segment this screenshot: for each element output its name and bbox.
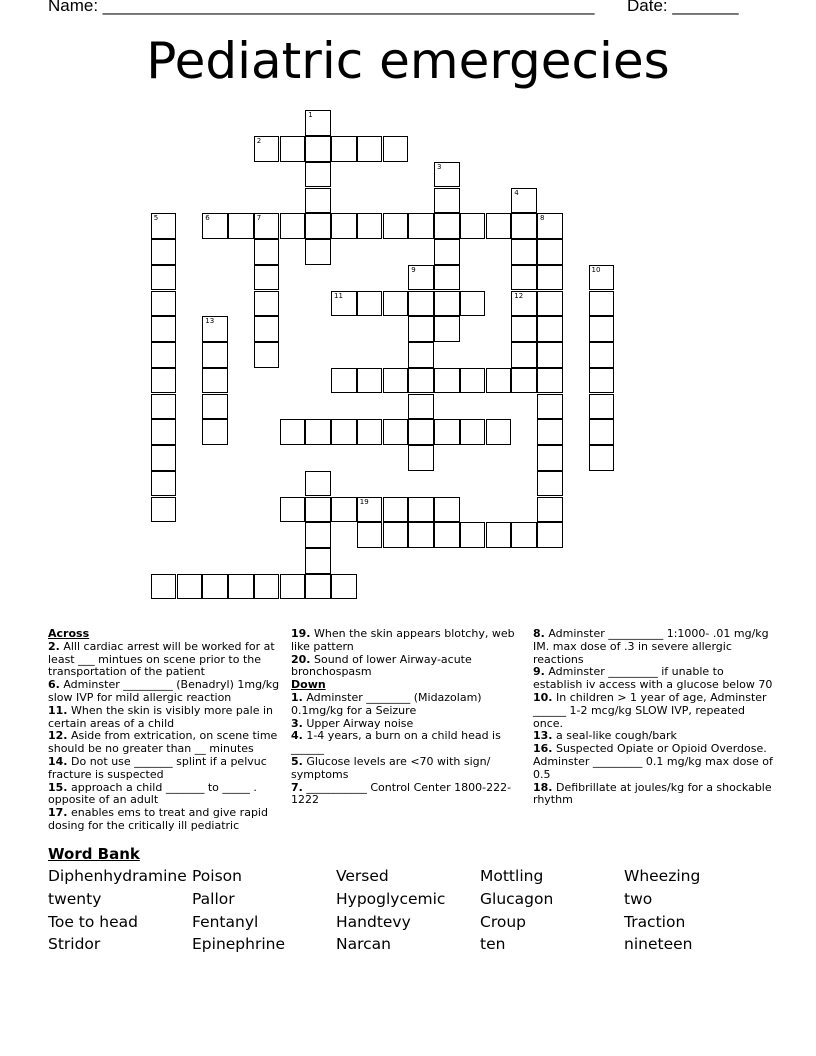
grid-cell[interactable]	[357, 291, 383, 317]
clue-number-label: 16.	[533, 742, 553, 756]
grid-cell[interactable]	[305, 162, 331, 188]
clue-text: Glucose levels are <70 with sign/ symptoms	[291, 754, 491, 781]
grid-cell[interactable]	[305, 110, 331, 136]
grid-cell[interactable]	[460, 368, 486, 394]
clue-number-label: 3.	[291, 716, 303, 730]
grid-cell[interactable]	[434, 368, 460, 394]
clue-number-label: 13.	[533, 729, 553, 743]
grid-cell[interactable]	[383, 368, 409, 394]
clue	[533, 782, 773, 808]
grid-cell[interactable]	[305, 188, 331, 214]
grid-cell[interactable]	[280, 136, 306, 162]
grid-cell[interactable]	[202, 368, 228, 394]
clue-text: 1-4 years, a burn on a child head is ______	[291, 729, 501, 756]
grid-cell[interactable]	[460, 291, 486, 317]
grid-cell[interactable]	[408, 316, 434, 342]
clue-number: 7	[256, 214, 262, 223]
clue	[48, 730, 284, 756]
grid-cell[interactable]	[537, 497, 563, 523]
grid-cell[interactable]	[151, 213, 177, 239]
grid-cell[interactable]	[254, 316, 280, 342]
clue	[291, 782, 527, 808]
clue-number-label: 17.	[48, 806, 68, 820]
grid-cell[interactable]	[202, 394, 228, 420]
grid-cell[interactable]	[408, 213, 434, 239]
grid-cell[interactable]	[151, 291, 177, 317]
grid-cell[interactable]	[254, 574, 280, 600]
clue-number-label: 15.	[48, 780, 68, 794]
grid-cell[interactable]	[511, 368, 537, 394]
clue-number: 6	[205, 214, 210, 223]
grid-cell[interactable]	[486, 368, 512, 394]
grid-cell[interactable]	[537, 368, 563, 394]
grid-cell[interactable]	[434, 419, 460, 445]
clue	[291, 730, 527, 756]
clue-number-label: 12.	[48, 729, 68, 743]
grid-cell[interactable]	[357, 368, 383, 394]
grid-cell[interactable]	[511, 522, 537, 548]
word-bank-word: ten	[480, 935, 506, 954]
word-bank-word: Traction	[624, 912, 686, 931]
clue-number-label: 20.	[291, 652, 311, 666]
grid-cell[interactable]	[331, 291, 357, 317]
clue-heading: Across	[48, 627, 90, 640]
grid-cell[interactable]	[305, 213, 331, 239]
word-bank-word: Wheezing	[624, 867, 701, 885]
clue-number: 3	[437, 162, 442, 171]
grid-cell[interactable]	[151, 368, 177, 394]
grid-cell[interactable]	[434, 213, 460, 239]
grid-cell[interactable]	[202, 342, 228, 368]
clue-number-label: 14.	[48, 754, 68, 768]
grid-cell[interactable]	[408, 394, 434, 420]
grid-cell[interactable]	[331, 419, 357, 445]
clue-number: 19	[359, 497, 369, 506]
grid-cell[interactable]	[357, 419, 383, 445]
grid-cell[interactable]	[151, 265, 177, 291]
clue-text: approach a child _______ to _____ . opposite of an adult	[48, 780, 257, 807]
grid-cell[interactable]	[486, 522, 512, 548]
clue-number: 1	[308, 111, 313, 120]
clue-number: 13	[205, 317, 215, 326]
clue-number-label: 10.	[533, 690, 553, 704]
name-line: Name: ____________________________________________________	[48, 0, 595, 15]
grid-cell[interactable]	[151, 239, 177, 265]
clue-number: 9	[411, 265, 416, 274]
grid-cell[interactable]	[305, 574, 331, 600]
word-bank-word: Toe to head	[48, 912, 138, 931]
clue	[48, 705, 284, 731]
grid-cell[interactable]	[434, 162, 460, 188]
grid-cell[interactable]	[434, 522, 460, 548]
clue-number-label: 1.	[291, 690, 303, 704]
grid-cell[interactable]	[254, 213, 280, 239]
grid-cell[interactable]	[383, 136, 409, 162]
grid-cell[interactable]	[254, 342, 280, 368]
grid-cell[interactable]	[254, 136, 280, 162]
grid-cell[interactable]	[408, 265, 434, 291]
clue-number: 5	[153, 214, 159, 223]
clue-text: When the skin is visibly more pale in certain areas of a child	[48, 703, 273, 730]
grid-cell[interactable]	[305, 522, 331, 548]
clue-heading: Down	[291, 678, 326, 692]
clue	[291, 692, 527, 718]
grid-cell[interactable]	[151, 316, 177, 342]
clue	[48, 807, 284, 833]
clue-text: a seal-like cough/bark	[552, 729, 677, 743]
clue	[291, 654, 527, 680]
grid-cell[interactable]	[434, 188, 460, 214]
clue	[533, 692, 773, 730]
grid-cell[interactable]	[151, 419, 177, 445]
clue-number-label: 5.	[291, 754, 303, 768]
clue-text: Adminster __________ 1:1000- .01 mg/kg IM. max dose of .3 in severe allergic reactions	[533, 627, 769, 666]
word-bank-word: Diphenhydramine	[48, 867, 187, 885]
word-bank-word: twenty	[48, 889, 102, 908]
clue-number-label: 8.	[533, 627, 545, 640]
grid-cell[interactable]	[357, 522, 383, 548]
grid-cell[interactable]	[357, 497, 383, 523]
clue-number: 4	[514, 188, 519, 197]
grid-cell[interactable]	[537, 291, 563, 317]
grid-cell[interactable]	[408, 522, 434, 548]
grid-cell[interactable]	[434, 265, 460, 291]
word-bank-word: two	[624, 889, 653, 908]
grid-cell[interactable]	[151, 497, 177, 523]
word-bank-word: Narcan	[336, 935, 391, 954]
grid-cell[interactable]	[537, 522, 563, 548]
clue	[533, 628, 773, 666]
grid-cell[interactable]	[228, 574, 254, 600]
grid-cell[interactable]	[202, 574, 228, 600]
clue-text: ___________ Control Center 1800-222-1222	[291, 780, 512, 807]
word-bank-word: Handtevy	[336, 912, 411, 931]
grid-cell[interactable]	[331, 213, 357, 239]
word-bank-word: Croup	[480, 912, 527, 931]
grid-cell[interactable]	[202, 316, 228, 342]
clue	[533, 666, 773, 692]
grid-cell[interactable]	[589, 265, 615, 291]
clue-text: In children > 1 year of age, Adminster ______ 1-2 mcg/kg SLOW IVP, repeated once.	[533, 690, 767, 730]
grid-cell[interactable]	[434, 239, 460, 265]
grid-cell[interactable]	[408, 291, 434, 317]
grid-cell[interactable]	[589, 419, 615, 445]
grid-cell[interactable]	[408, 497, 434, 523]
grid-cell[interactable]	[537, 316, 563, 342]
grid-cell[interactable]	[460, 522, 486, 548]
grid-cell[interactable]	[305, 471, 331, 497]
grid-cell[interactable]	[408, 368, 434, 394]
grid-cell[interactable]	[537, 445, 563, 471]
grid-cell[interactable]	[383, 213, 409, 239]
clue-number: 2	[256, 137, 262, 145]
clue-column-1	[48, 628, 284, 833]
word-bank-word: Hypoglycemic	[336, 889, 446, 908]
clue	[48, 641, 284, 679]
clue-text: Adminster _________ (Benadryl) 1mg/kg slow IVP for mild allergic reaction	[48, 678, 280, 704]
clue-text: Aside from extrication, on scene time should be no greater than __ minutes	[48, 729, 278, 756]
word-bank-word: Stridor	[48, 935, 101, 954]
clue-text: Adminster ________ (Midazolam) 0.1mg/kg for a Seizure	[291, 690, 482, 717]
grid-cell[interactable]	[280, 213, 306, 239]
grid-cell[interactable]	[434, 316, 460, 342]
grid-cell[interactable]	[305, 419, 331, 445]
grid-cell[interactable]	[537, 213, 563, 239]
grid-cell[interactable]	[254, 265, 280, 291]
word-bank-word: Epinephrine	[192, 935, 285, 954]
word-bank-word: nineteen	[624, 935, 693, 954]
grid-cell[interactable]	[305, 136, 331, 162]
clue-text: Suspected Opiate or Opioid Overdose. Adminster _________ 0.1 mg/kg max dose of 0.5	[533, 742, 773, 781]
clue-number-label: 19.	[291, 627, 311, 640]
grid-cell[interactable]	[305, 239, 331, 265]
grid-cell[interactable]	[511, 265, 537, 291]
grid-cell[interactable]	[408, 342, 434, 368]
grid-cell[interactable]	[511, 239, 537, 265]
grid-cell[interactable]	[486, 419, 512, 445]
grid-cell[interactable]	[383, 291, 409, 317]
grid-cell[interactable]	[589, 316, 615, 342]
grid-cell[interactable]	[511, 316, 537, 342]
word-bank-word: Pallor	[192, 889, 235, 908]
grid-cell[interactable]	[537, 471, 563, 497]
grid-cell[interactable]	[460, 419, 486, 445]
grid-cell[interactable]	[511, 291, 537, 317]
clue-text: Alll cardiac arrest will be worked for at least ___ mintues on scene prior to the transportation of the patient	[48, 639, 275, 679]
grid-cell[interactable]	[537, 239, 563, 265]
clue-text: Do not use _______ splint if a pelvuc fracture is suspected	[48, 754, 267, 781]
clue-number: 11	[334, 291, 343, 300]
grid-cell[interactable]	[486, 213, 512, 239]
grid-cell[interactable]	[434, 291, 460, 317]
grid-cell[interactable]	[357, 136, 383, 162]
word-bank-word: Fentanyl	[192, 912, 259, 931]
grid-cell[interactable]	[589, 394, 615, 420]
grid-cell[interactable]	[280, 497, 306, 523]
clue-number-label: 6.	[48, 678, 60, 692]
clue-column-2	[291, 628, 527, 807]
grid-cell[interactable]	[280, 574, 306, 600]
clue-text: Defibrillate at joules/kg for a shockable rhythm	[533, 780, 772, 807]
grid-cell[interactable]	[589, 368, 615, 394]
grid-cell[interactable]	[383, 497, 409, 523]
clue	[48, 679, 284, 705]
grid-cell[interactable]	[202, 419, 228, 445]
clue	[533, 743, 773, 781]
word-bank-word: Mottling	[480, 867, 544, 885]
clue-text: enables ems to treat and give rapid dosing for the critically ill pediatric	[48, 806, 268, 832]
grid-cell[interactable]	[202, 213, 228, 239]
grid-cell[interactable]	[511, 342, 537, 368]
grid-cell[interactable]	[511, 188, 537, 214]
clue-number-label: 4.	[291, 729, 303, 743]
grid-cell[interactable]	[589, 445, 615, 471]
grid-cell[interactable]	[383, 419, 409, 445]
clue-number-label: 11.	[48, 703, 68, 717]
grid-cell[interactable]	[151, 445, 177, 471]
grid-cell[interactable]	[460, 213, 486, 239]
grid-cell[interactable]	[331, 574, 357, 600]
grid-cell[interactable]	[331, 136, 357, 162]
clue-number-label: 7.	[291, 780, 303, 794]
clue	[48, 756, 284, 782]
grid-cell[interactable]	[151, 394, 177, 420]
grid-cell[interactable]	[177, 574, 203, 600]
grid-cell[interactable]	[383, 522, 409, 548]
clue	[291, 756, 527, 782]
grid-cell[interactable]	[331, 497, 357, 523]
clue	[291, 628, 527, 654]
clue-column-3	[533, 628, 773, 807]
clue-text: Sound of lower Airway-acute bronchospasm	[291, 652, 472, 679]
clue-number: 12	[514, 291, 524, 300]
clue-text: When the skin appears blotchy, web like pattern	[291, 627, 515, 653]
clue	[48, 782, 284, 808]
word-bank-word: Poison	[192, 867, 242, 885]
grid-cell[interactable]	[408, 419, 434, 445]
grid-cell[interactable]	[537, 265, 563, 291]
word-bank-word: Glucagon	[480, 889, 554, 908]
grid-cell[interactable]	[305, 497, 331, 523]
clue-number: 8	[540, 214, 545, 223]
grid-cell[interactable]	[537, 394, 563, 420]
grid-cell[interactable]	[280, 419, 306, 445]
grid-cell[interactable]	[151, 342, 177, 368]
grid-cell[interactable]	[151, 574, 177, 600]
grid-cell[interactable]	[589, 291, 615, 317]
clue-number: 10	[591, 265, 601, 274]
grid-cell[interactable]	[408, 445, 434, 471]
grid-cell[interactable]	[228, 213, 254, 239]
grid-cell[interactable]	[537, 419, 563, 445]
grid-cell[interactable]	[511, 213, 537, 239]
grid-cell[interactable]	[254, 291, 280, 317]
grid-cell[interactable]	[357, 213, 383, 239]
grid-cell[interactable]	[305, 548, 331, 574]
clue-text: Adminster _________ if unable to establish iv access with a glucose below 70	[533, 665, 773, 692]
grid-cell[interactable]	[151, 471, 177, 497]
clue-number-label: 9.	[533, 665, 545, 679]
word-bank-title: Word Bank	[48, 845, 140, 863]
word-bank-word: Versed	[336, 867, 389, 885]
clue-number-label: 2.	[48, 639, 60, 653]
grid-cell[interactable]	[589, 342, 615, 368]
grid-cell[interactable]	[537, 342, 563, 368]
clue-number-label: 18.	[533, 780, 553, 794]
grid-cell[interactable]	[434, 497, 460, 523]
grid-cell[interactable]	[254, 239, 280, 265]
clue-text: Upper Airway noise	[302, 716, 414, 730]
grid-cell[interactable]	[331, 368, 357, 394]
date-line: Date: _______	[627, 0, 739, 15]
page-title: Pediatric emergecies	[146, 32, 670, 90]
